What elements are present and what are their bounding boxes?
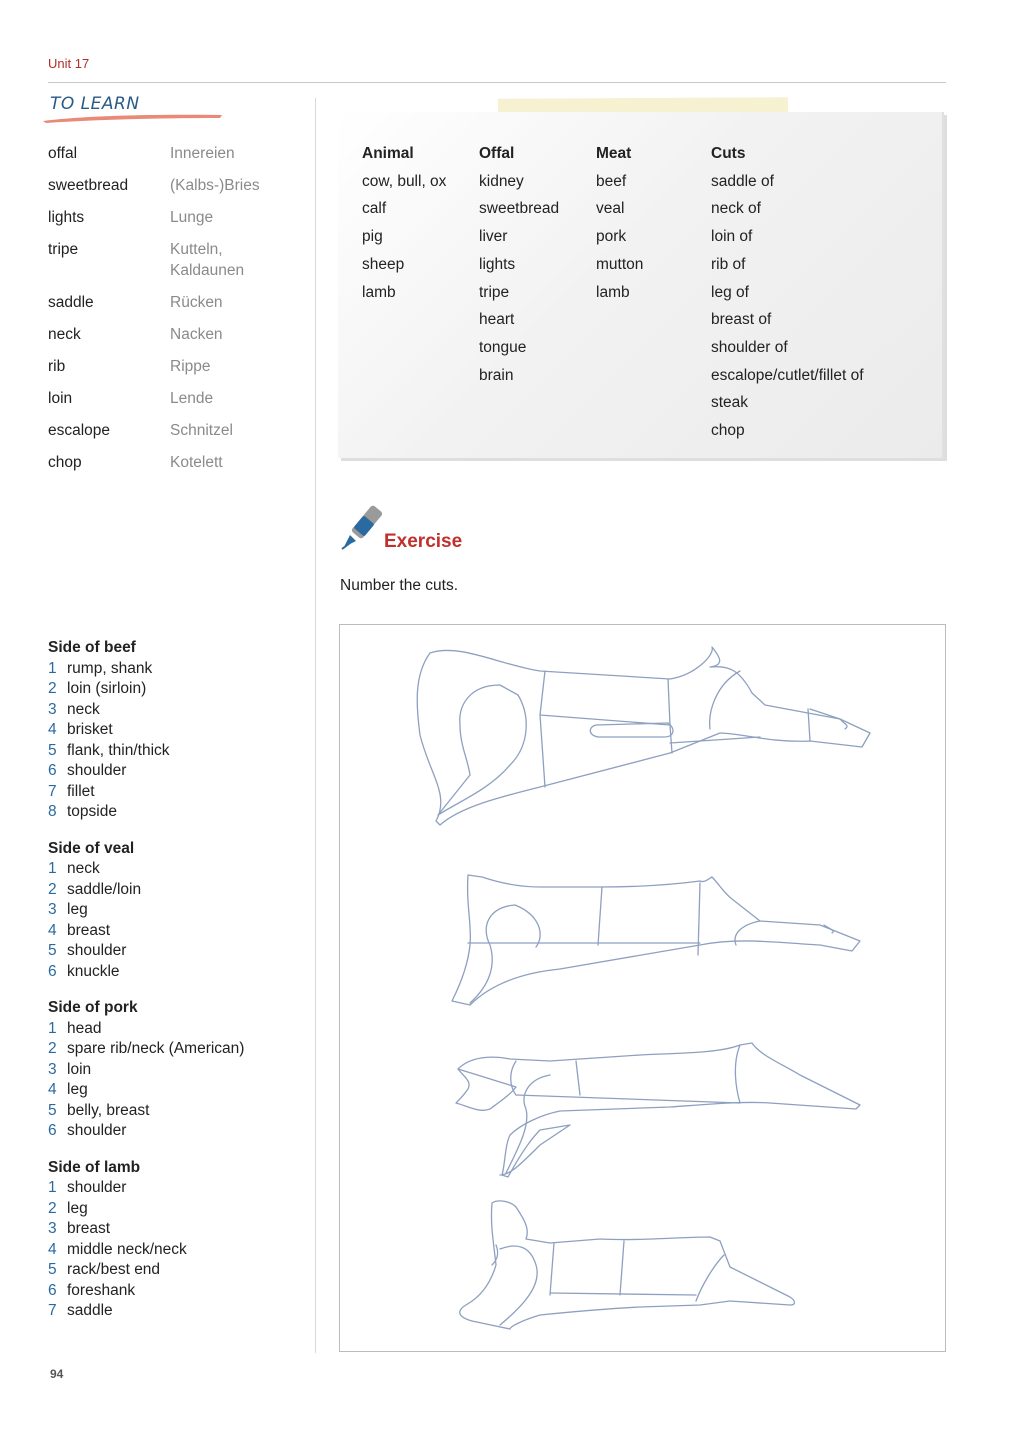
side-item: [48, 921, 308, 942]
item-number: 1: [48, 1179, 57, 1196]
item-number: 7: [48, 782, 57, 800]
side-item: [48, 900, 308, 921]
side-item: [48, 679, 308, 700]
item-number: 5: [48, 1261, 57, 1278]
item-text: shoulder: [67, 1122, 127, 1139]
side-item: [48, 1260, 308, 1281]
to-learn-heading: [40, 92, 230, 132]
vocab-list: [48, 143, 308, 484]
item-number: 6: [48, 1281, 57, 1299]
table-cell: lamb: [596, 283, 630, 301]
item-number: 2: [48, 1199, 57, 1217]
table-cell: chop: [711, 422, 745, 440]
side-title: Side of pork: [48, 999, 138, 1016]
table-cell: neck of: [711, 200, 761, 218]
vocab-english: rib: [48, 358, 66, 375]
veal-diagram: [452, 875, 860, 1005]
table-cell: lamb: [362, 283, 396, 301]
column-header: Cuts: [711, 145, 746, 162]
table-cell: rib of: [711, 255, 746, 273]
side-section: [48, 839, 308, 983]
table-cell: kidney: [479, 172, 524, 190]
table-cell: loin of: [711, 228, 753, 246]
item-number: 8: [48, 803, 57, 820]
item-number: 2: [48, 1040, 57, 1057]
item-number: 4: [48, 1081, 57, 1098]
item-text: shoulder: [67, 762, 127, 779]
side-item: [48, 1240, 308, 1261]
vocab-german: Rippe: [170, 358, 211, 375]
item-number: 3: [48, 901, 57, 918]
table-cell: pork: [596, 228, 627, 246]
vocab-german: Kutteln, Kaldaunen: [170, 241, 245, 279]
sides-list: [48, 638, 308, 1338]
exercise-title: Exercise: [384, 531, 463, 552]
table-cell: liver: [479, 228, 508, 246]
table-cell: sweetbread: [479, 200, 560, 218]
item-number: 1: [48, 1019, 57, 1037]
table-cell: shoulder of: [711, 338, 788, 356]
side-item: [48, 1039, 308, 1060]
item-number: 6: [48, 1122, 57, 1139]
side-title: Side of lamb: [48, 1158, 141, 1176]
side-item: [48, 1199, 308, 1220]
item-text: fillet: [67, 782, 95, 800]
vocab-english: offal: [48, 145, 78, 162]
cuts-diagram-box: [339, 624, 946, 1352]
side-item: [48, 782, 308, 803]
vocab-english: chop: [48, 454, 82, 471]
item-number: 6: [48, 762, 57, 779]
to-learn-title: TO LEARN: [50, 94, 140, 114]
side-item: [48, 802, 308, 823]
item-text: neck: [67, 860, 100, 877]
side-item: [48, 962, 308, 983]
side-item: [48, 700, 308, 721]
column-header: Offal: [479, 145, 515, 162]
table-cell: beef: [596, 172, 627, 190]
side-item: [48, 741, 308, 762]
item-text: shoulder: [67, 942, 127, 959]
table-column: [362, 140, 446, 306]
side-item: [48, 659, 308, 680]
item-text: rump, shank: [67, 659, 153, 677]
vocab-row: [48, 207, 308, 228]
item-number: 7: [48, 1302, 57, 1319]
item-text: breast: [67, 921, 111, 939]
side-item: [48, 720, 308, 741]
unit-label: Unit 17: [48, 56, 90, 71]
vocab-row: [48, 239, 308, 281]
item-text: middle neck/neck: [67, 1240, 187, 1258]
item-text: flank, thin/thick: [67, 741, 170, 759]
header-rule: [48, 82, 946, 83]
exercise-instruction: Number the cuts.: [340, 577, 459, 594]
item-text: brisket: [67, 721, 113, 738]
table-cell: escalope/cutlet/fillet of: [711, 366, 864, 384]
table-cell: calf: [362, 200, 387, 218]
item-text: breast: [67, 1220, 111, 1237]
table-cell: tripe: [479, 283, 510, 301]
column-divider: [315, 98, 316, 1353]
item-text: foreshank: [67, 1281, 136, 1299]
side-section: [48, 1158, 308, 1322]
item-number: 2: [48, 680, 57, 697]
item-text: saddle: [67, 1302, 113, 1319]
vocab-english: neck: [48, 326, 81, 343]
page-number: 94: [50, 1367, 64, 1381]
table-column: [596, 140, 643, 306]
side-item: [48, 1080, 308, 1101]
item-number: 4: [48, 721, 57, 738]
item-text: leg: [67, 1081, 88, 1098]
item-number: 5: [48, 1101, 57, 1119]
table-cell: tongue: [479, 338, 527, 356]
item-number: 4: [48, 1240, 57, 1258]
vocab-german: Lende: [170, 390, 214, 407]
item-number: 1: [48, 659, 57, 677]
side-item: [48, 1060, 308, 1081]
vocab-row: [48, 452, 308, 473]
table-column: [479, 140, 559, 389]
item-number: 1: [48, 860, 57, 877]
vocab-german: Lunge: [170, 209, 214, 226]
side-title: Side of beef: [48, 639, 136, 656]
item-text: knuckle: [67, 962, 120, 980]
item-text: topside: [67, 803, 117, 820]
item-number: 5: [48, 942, 57, 959]
table-cell: lights: [479, 255, 516, 273]
side-item: [48, 1121, 308, 1142]
vocab-german: Rücken: [170, 294, 223, 311]
pork-diagram: [456, 1043, 860, 1177]
side-item: [48, 761, 308, 782]
table-cell: pig: [362, 228, 383, 246]
item-text: neck: [67, 700, 100, 718]
beef-diagram: [417, 647, 870, 825]
vocab-row: [48, 356, 308, 377]
vocab-english: saddle: [48, 294, 94, 311]
item-text: leg: [67, 901, 88, 918]
item-number: 5: [48, 741, 57, 759]
side-item: [48, 941, 308, 962]
table-cell: brain: [479, 366, 514, 384]
item-number: 3: [48, 1060, 57, 1078]
table-cell: leg of: [711, 283, 749, 301]
item-text: spare rib/neck (American): [67, 1040, 245, 1057]
side-item: [48, 1301, 308, 1322]
column-header: Meat: [596, 145, 632, 162]
vocab-english: loin: [48, 390, 73, 407]
pen-icon: [340, 503, 386, 551]
side-title: Side of veal: [48, 839, 135, 857]
side-item: [48, 1019, 308, 1040]
side-item: [48, 1219, 308, 1240]
item-number: 6: [48, 962, 57, 980]
table-cell: cow, bull, ox: [362, 172, 447, 190]
vocab-row: [48, 292, 308, 313]
animal-cuts-diagram: [340, 625, 945, 1351]
item-text: loin: [67, 1060, 92, 1078]
table-cell: saddle of: [711, 172, 774, 190]
item-text: loin (sirloin): [67, 680, 147, 697]
side-item: [48, 1281, 308, 1302]
side-item: [48, 1101, 308, 1122]
vocab-english: tripe: [48, 241, 79, 258]
item-number: 4: [48, 921, 57, 939]
column-header: Animal: [362, 145, 414, 162]
vocab-german: Innereien: [170, 145, 235, 162]
item-text: head: [67, 1019, 102, 1037]
vocab-english: lights: [48, 209, 85, 226]
item-text: leg: [67, 1199, 88, 1217]
table-cell: steak: [711, 394, 749, 412]
vocab-german: Kotelett: [170, 454, 223, 471]
item-text: shoulder: [67, 1179, 127, 1196]
vocab-german: Nacken: [170, 326, 223, 343]
vocab-english: escalope: [48, 422, 111, 439]
side-section: [48, 638, 308, 823]
item-number: 3: [48, 1220, 57, 1237]
item-number: 2: [48, 880, 57, 898]
vocab-row: [48, 175, 308, 196]
lamb-diagram: [460, 1201, 795, 1329]
table-cell: breast of: [711, 311, 772, 329]
table-cell: heart: [479, 311, 515, 329]
vocab-row: [48, 388, 308, 409]
table-cell: mutton: [596, 255, 644, 273]
table-cell: veal: [596, 200, 625, 218]
table-cell: sheep: [362, 255, 405, 273]
vocab-english: sweetbread: [48, 177, 129, 194]
vocab-german: (Kalbs-)Bries: [170, 177, 260, 194]
vocab-row: [48, 324, 308, 345]
item-text: saddle/loin: [67, 880, 142, 898]
side-item: [48, 859, 308, 880]
vocab-german: Schnitzel: [170, 422, 233, 439]
side-item: [48, 1178, 308, 1199]
item-text: rack/best end: [67, 1261, 161, 1278]
item-number: 3: [48, 700, 57, 718]
vocab-row: [48, 143, 308, 164]
side-item: [48, 880, 308, 901]
vocab-table: [338, 112, 944, 458]
item-text: belly, breast: [67, 1101, 150, 1119]
side-section: [48, 998, 308, 1142]
vocab-row: [48, 420, 308, 441]
table-column: [711, 140, 864, 445]
